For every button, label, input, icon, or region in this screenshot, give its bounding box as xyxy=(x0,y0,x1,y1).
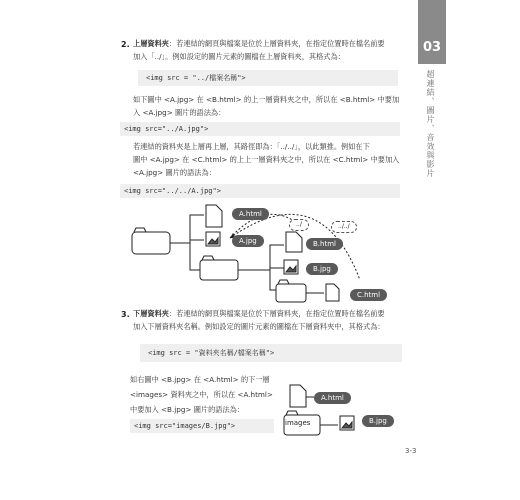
subfolder-2-icon xyxy=(276,284,306,302)
subfolder-1-icon xyxy=(200,260,238,280)
label-a-html-2: A.html xyxy=(314,392,351,404)
code-block-up-two: <img src="../../A.jpg"> xyxy=(120,184,400,198)
code-block-subfolder: <img src = "資料夾名稱/檔案名稱"> xyxy=(140,344,402,362)
code-block-a-jpg: <img src="../A.jpg"> xyxy=(120,122,400,136)
section-3-text: ：若連結的網頁與檔案是位於下層資料夾，在指定位置時在檔名前要 xyxy=(168,309,385,318)
chapter-title: 超連結、圖片、音效與影片 xyxy=(426,70,435,178)
label-a-jpg: A.jpg xyxy=(232,235,264,247)
code-block-relative-up: <img src = "../檔案名稱"> xyxy=(138,70,398,86)
example-2-line-1: 若連結的資料夾是上層再上層，其路徑即為：「../../」，以此類推。例如在下 xyxy=(133,142,370,151)
section-2-text: ：若連結的網頁與檔案是位於上層資料夾，在指定位置時在檔名前要 xyxy=(168,39,385,48)
example-1-line-1: 如下圖中 <A.jpg> 在 <B.html> 的上一層資料夾之中，所以在 <B.html> 中要加 xyxy=(133,95,400,104)
section-2-term: 上層資料夾 xyxy=(133,39,169,48)
path-up-one: ../ xyxy=(289,219,309,231)
example-3-line-3: 中要加入 <B.jpg> 圖片的語法為： xyxy=(130,405,245,414)
path-up-two: ../../ xyxy=(331,221,357,233)
folder-tree-diagram-2 xyxy=(280,380,390,440)
example-3-line-2: <images> 資料夾之中，所以在 <A.html> xyxy=(130,390,273,399)
label-images-folder: images xyxy=(285,419,311,427)
label-a-html: A.html xyxy=(232,208,269,220)
label-c-html: C.html xyxy=(350,289,387,301)
label-b-jpg: B.jpg xyxy=(306,263,338,275)
section-2-line-1 xyxy=(133,37,385,50)
section-3-term: 下層資料夾 xyxy=(133,309,169,318)
section-3-line-1 xyxy=(133,307,385,320)
page-number: 3-3 xyxy=(405,447,417,455)
section-3-line-2: 加入下層資料夾名稱。例如設定的圖片元素的圖檔在下層資料夾中，其格式為： xyxy=(133,322,385,331)
code-block-images-b-jpg: <img src="images/B.jpg"> xyxy=(130,419,274,433)
example-2-line-2: 圖中 <A.jpg> 在 <C.html> 的上上一層資料夾之中，所以在 <C.html> 中要加入 xyxy=(133,155,400,164)
example-2-line-3: <A.jpg> 圖片的語法為： xyxy=(133,168,216,177)
root-folder-icon xyxy=(132,232,170,254)
chapter-number: 03 xyxy=(422,40,442,55)
file-icon-b-html xyxy=(286,232,302,252)
section-2-line-2: 加入「../」。例如設定的圖片元素的圖檔在上層資料夾，其格式為： xyxy=(133,52,345,61)
file-icon-a-html xyxy=(206,205,222,227)
example-1-line-2: 入 <A.jpg> 圖片的語法為： xyxy=(133,108,226,117)
chapter-sidebar xyxy=(418,0,446,500)
label-b-jpg-2: B.jpg xyxy=(362,415,394,427)
section-2-number: 2. xyxy=(121,40,130,49)
label-b-html: B.html xyxy=(306,238,343,250)
file-icon-a-html-2 xyxy=(290,385,306,407)
example-3-line-1: 如右圖中 <B.jpg> 在 <A.html> 的下一層 xyxy=(130,375,270,384)
file-icon-c-html xyxy=(326,284,339,301)
section-3-number: 3. xyxy=(121,310,130,319)
